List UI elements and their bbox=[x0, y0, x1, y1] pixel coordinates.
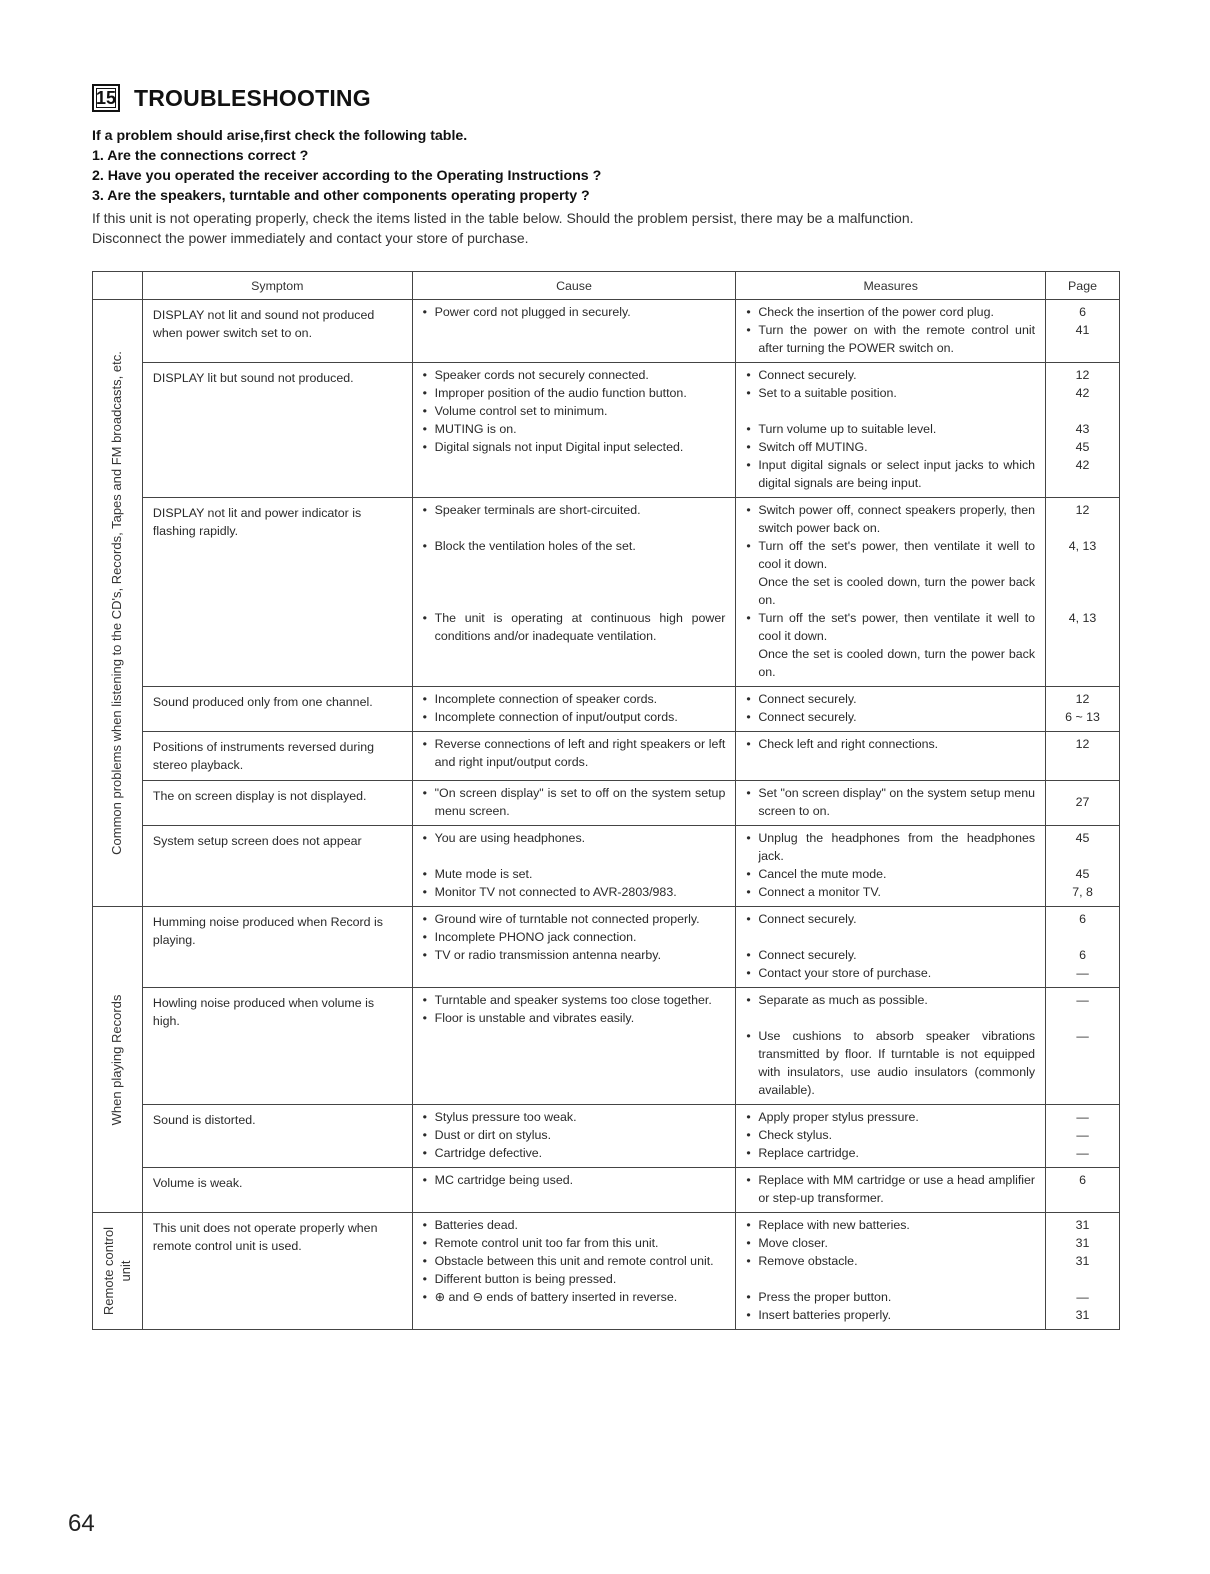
measures-cell bbox=[736, 1168, 1046, 1213]
list-item: • Digital signals not input Digital input selected. bbox=[423, 438, 726, 456]
table-row bbox=[93, 988, 1120, 1105]
table-header-row bbox=[93, 272, 1120, 300]
list-item: • Turn off the set's power, then ventilate it well to cool it down. Once the set is cooled down, turn the power back on. bbox=[746, 609, 1035, 681]
symptom-cell: This unit does not operate properly when remote control unit is used. bbox=[142, 1213, 412, 1330]
symptom-cell: Volume is weak. bbox=[142, 1168, 412, 1213]
list-item: • Batteries dead. bbox=[423, 1216, 726, 1234]
list-item: • Monitor TV not connected to AVR-2803/983. bbox=[423, 883, 726, 901]
list-item: • Replace with MM cartridge or use a head amplifier or step-up transformer. bbox=[746, 1171, 1035, 1207]
list-item: • Connect securely. bbox=[746, 690, 1035, 708]
list-item: • MUTING is on. bbox=[423, 420, 726, 438]
measures-cell bbox=[736, 781, 1046, 826]
list-item: • Different button is being pressed. bbox=[423, 1270, 726, 1288]
symptom-cell: Positions of instruments reversed during stereo playback. bbox=[142, 732, 412, 781]
list-item: • Connect securely. bbox=[746, 946, 1035, 964]
list-item: • Separate as much as possible. bbox=[746, 991, 1035, 1009]
list-item: • "On screen display" is set to off on the system setup menu screen. bbox=[423, 784, 726, 820]
list-item: • Remote control unit too far from this unit. bbox=[423, 1234, 726, 1252]
intro-bold-line: 3. Are the speakers, turntable and other components operating property ? bbox=[92, 188, 590, 204]
list-item: • Apply proper stylus pressure. bbox=[746, 1108, 1035, 1126]
cause-cell bbox=[412, 300, 736, 363]
list-item: • Use cushions to absorb speaker vibrations transmitted by floor. If turntable is not equipped with insulators, use audio insulators (commonly available). bbox=[746, 1027, 1035, 1099]
page-cell: 12 6 ~ 13 bbox=[1046, 687, 1120, 732]
list-item: • Incomplete PHONO jack connection. bbox=[423, 928, 726, 946]
measures-cell bbox=[736, 687, 1046, 732]
symptom-cell: DISPLAY not lit and sound not produced when power switch set to on. bbox=[142, 300, 412, 363]
list-item: • Floor is unstable and vibrates easily. bbox=[423, 1009, 726, 1027]
symptom-cell: System setup screen does not appear bbox=[142, 826, 412, 907]
page-cell: 45 45 7, 8 bbox=[1046, 826, 1120, 907]
symptom-cell: Howling noise produced when volume is high. bbox=[142, 988, 412, 1105]
table-row bbox=[93, 826, 1120, 907]
page-number: 64 bbox=[68, 1510, 95, 1537]
table-row bbox=[93, 1213, 1120, 1330]
list-item: • Switch off MUTING. bbox=[746, 438, 1035, 456]
list-item: • Cartridge defective. bbox=[423, 1144, 726, 1162]
list-item: • Replace cartridge. bbox=[746, 1144, 1035, 1162]
symptom-cell: DISPLAY not lit and power indicator is flashing rapidly. bbox=[142, 498, 412, 687]
intro-bold-line: 2. Have you operated the receiver according to the Operating Instructions ? bbox=[92, 168, 602, 184]
list-item: • Check the insertion of the power cord plug. bbox=[746, 303, 1035, 321]
list-item: • Turn volume up to suitable level. bbox=[746, 420, 1035, 438]
table-row bbox=[93, 1168, 1120, 1213]
symptom-cell: The on screen display is not displayed. bbox=[142, 781, 412, 826]
list-item: • Move closer. bbox=[746, 1234, 1035, 1252]
table-row bbox=[93, 1105, 1120, 1168]
header-blank bbox=[93, 272, 143, 300]
list-item: • Set "on screen display" on the system setup menu screen to on. bbox=[746, 784, 1035, 820]
list-item: • Connect securely. bbox=[746, 910, 1035, 928]
measures-cell bbox=[736, 498, 1046, 687]
list-item: • Contact your store of purchase. bbox=[746, 964, 1035, 982]
list-item: • Check left and right connections. bbox=[746, 735, 1035, 753]
list-item: • Obstacle between this unit and remote control unit. bbox=[423, 1252, 726, 1270]
header-page: Page bbox=[1046, 272, 1120, 300]
page-cell: 6 bbox=[1046, 1168, 1120, 1213]
list-item: • Connect a monitor TV. bbox=[746, 883, 1035, 901]
symptom-cell: Sound produced only from one channel. bbox=[142, 687, 412, 732]
header-cause: Cause bbox=[412, 272, 736, 300]
cause-cell bbox=[412, 363, 736, 498]
group-label-records: When playing Records bbox=[93, 907, 143, 1213]
list-item: • Speaker terminals are short-circuited. bbox=[423, 501, 726, 519]
list-item: • Set to a suitable position. bbox=[746, 384, 1035, 402]
list-item: • Turn off the set's power, then ventilate it well to cool it down. Once the set is cooled down, turn the power back on. bbox=[746, 537, 1035, 609]
list-item: • Turntable and speaker systems too close together. bbox=[423, 991, 726, 1009]
list-item: • Switch power off, connect speakers properly, then switch power back on. bbox=[746, 501, 1035, 537]
table-row bbox=[93, 687, 1120, 732]
cause-cell bbox=[412, 687, 736, 732]
intro-bold-line: If a problem should arise,first check the following table. bbox=[92, 128, 468, 144]
list-item: • Mute mode is set. bbox=[423, 865, 726, 883]
list-item: • Turn the power on with the remote control unit after turning the POWER switch on. bbox=[746, 321, 1035, 357]
list-item: • Remove obstacle. bbox=[746, 1252, 1035, 1270]
measures-cell bbox=[736, 1105, 1046, 1168]
list-item: • Replace with new batteries. bbox=[746, 1216, 1035, 1234]
measures-cell bbox=[736, 1213, 1046, 1330]
list-item: • Check stylus. bbox=[746, 1126, 1035, 1144]
measures-cell bbox=[736, 300, 1046, 363]
list-item: • Press the proper button. bbox=[746, 1288, 1035, 1306]
section-number-badge: 15 bbox=[92, 84, 120, 112]
symptom-cell: Sound is distorted. bbox=[142, 1105, 412, 1168]
cause-cell bbox=[412, 1213, 736, 1330]
page-cell: 6 41 bbox=[1046, 300, 1120, 363]
list-item: • Reverse connections of left and right speakers or left and right input/output cords. bbox=[423, 735, 726, 771]
troubleshooting-table bbox=[92, 271, 1120, 1330]
symptom-cell: Humming noise produced when Record is playing. bbox=[142, 907, 412, 988]
list-item: • Dust or dirt on stylus. bbox=[423, 1126, 726, 1144]
list-item: • Insert batteries properly. bbox=[746, 1306, 1035, 1324]
group-label-common: Common problems when listening to the CD's, Records, Tapes and FM broadcasts, etc. bbox=[93, 300, 143, 907]
intro-paragraph: If this unit is not operating properly, check the items listed in the table below. Should the problem persist, there may be a malfunction. Disconnect the power immediately and contact your store of purchase. bbox=[92, 210, 914, 246]
cause-cell bbox=[412, 907, 736, 988]
list-item: • ⊕ and ⊖ ends of battery inserted in reverse. bbox=[423, 1288, 726, 1306]
table-row bbox=[93, 300, 1120, 363]
list-item: • The unit is operating at continuous high power conditions and/or inadequate ventilation. bbox=[423, 609, 726, 645]
table-row bbox=[93, 498, 1120, 687]
list-item: • Stylus pressure too weak. bbox=[423, 1108, 726, 1126]
page-cell: 12 4, 13 4, 13 bbox=[1046, 498, 1120, 687]
list-item: • MC cartridge being used. bbox=[423, 1171, 726, 1189]
symptom-cell: DISPLAY lit but sound not produced. bbox=[142, 363, 412, 498]
table-row bbox=[93, 907, 1120, 988]
measures-cell bbox=[736, 988, 1046, 1105]
cause-cell bbox=[412, 1168, 736, 1213]
list-item: • Volume control set to minimum. bbox=[423, 402, 726, 420]
group-label-remote: Remote control unit bbox=[93, 1213, 143, 1330]
cause-cell bbox=[412, 781, 736, 826]
measures-cell bbox=[736, 826, 1046, 907]
list-item: • Connect securely. bbox=[746, 366, 1035, 384]
page-cell: — — bbox=[1046, 988, 1120, 1105]
intro-bold-line: 1. Are the connections correct ? bbox=[92, 148, 309, 164]
page-cell: 31 31 31 — 31 bbox=[1046, 1213, 1120, 1330]
header-symptom: Symptom bbox=[142, 272, 412, 300]
table-row bbox=[93, 732, 1120, 781]
cause-cell bbox=[412, 732, 736, 781]
list-item: • Input digital signals or select input jacks to which digital signals are being input. bbox=[746, 456, 1035, 492]
list-item: • Improper position of the audio function button. bbox=[423, 384, 726, 402]
list-item: • Cancel the mute mode. bbox=[746, 865, 1035, 883]
cause-cell bbox=[412, 988, 736, 1105]
page-cell: 6 6 — bbox=[1046, 907, 1120, 988]
list-item: • Incomplete connection of speaker cords. bbox=[423, 690, 726, 708]
list-item: • Ground wire of turntable not connected properly. bbox=[423, 910, 726, 928]
page-cell: 27 bbox=[1046, 781, 1120, 826]
cause-cell bbox=[412, 1105, 736, 1168]
header-measures: Measures bbox=[736, 272, 1046, 300]
list-item: • Block the ventilation holes of the set. bbox=[423, 537, 726, 555]
list-item: • Connect securely. bbox=[746, 708, 1035, 726]
intro bbox=[92, 126, 1122, 248]
page-cell: 12 42 43 45 42 bbox=[1046, 363, 1120, 498]
cause-cell bbox=[412, 826, 736, 907]
measures-cell bbox=[736, 363, 1046, 498]
cause-cell bbox=[412, 498, 736, 687]
section-title: TROUBLESHOOTING bbox=[134, 84, 371, 111]
list-item: • Speaker cords not securely connected. bbox=[423, 366, 726, 384]
page-cell: 12 bbox=[1046, 732, 1120, 781]
list-item: • You are using headphones. bbox=[423, 829, 726, 847]
list-item: • TV or radio transmission antenna nearby. bbox=[423, 946, 726, 964]
measures-cell bbox=[736, 907, 1046, 988]
page-cell: — — — bbox=[1046, 1105, 1120, 1168]
measures-cell bbox=[736, 732, 1046, 781]
table-row bbox=[93, 363, 1120, 498]
section-header bbox=[92, 84, 371, 112]
list-item: • Power cord not plugged in securely. bbox=[423, 303, 726, 321]
list-item: • Incomplete connection of input/output cords. bbox=[423, 708, 726, 726]
list-item: • Unplug the headphones from the headphones jack. bbox=[746, 829, 1035, 865]
table-row bbox=[93, 781, 1120, 826]
